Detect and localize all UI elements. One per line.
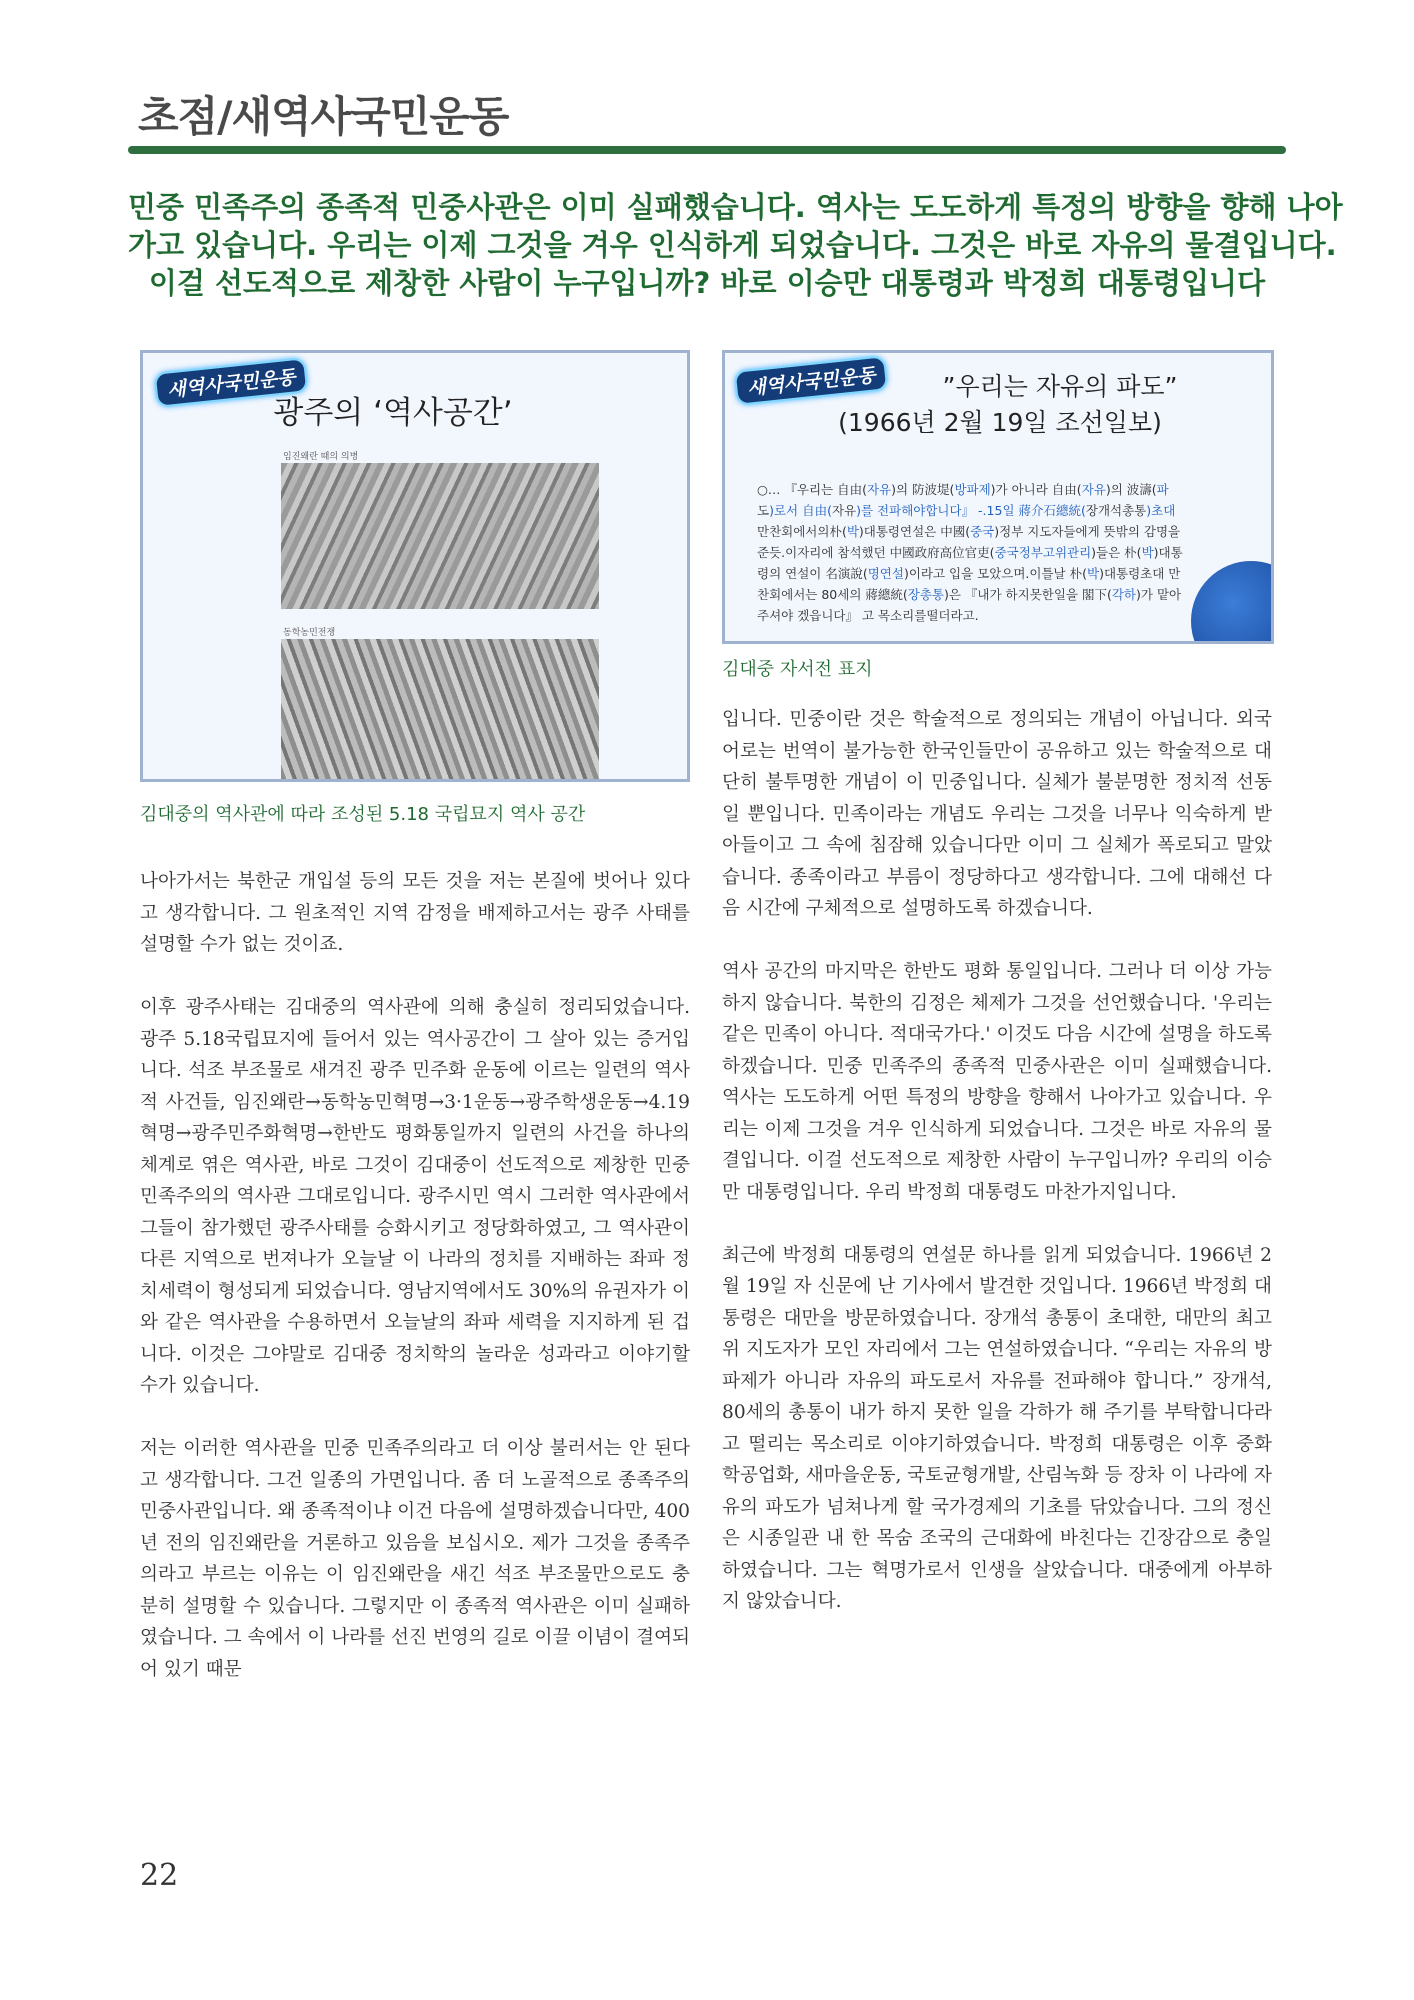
clipping-line [757,605,1247,626]
clipping-text: 준듯.이자리에 참석했던 中國政府高位官吏( [757,545,995,560]
clipping-gloss: )를 전파해야합니다』 -.15일 蔣介石總統( [856,503,1086,518]
clipping-text: )들은 朴( [1091,545,1142,560]
movement-badge: 새역사국민운동 [154,357,309,408]
clipping-gloss: 박 [1141,545,1154,560]
paragraph: 역사 공간의 마지막은 한반도 평화 통일입니다. 그러나 더 이상 가능하지 않습니다. 북한의 김정은 체제가 그것을 선언했습니다. '우리는 같은 민족이 아니다. 적대국가다.' 이것도 다음 시간에 설명을 하도록 하겠습니다. 민중 민족주의 종족적 민중사관은 이미 실패했습니다. 역사는 도도하게 어떤 특정의 방향을 향해서 나아가고 있습니다. 우리는 이제 그것을 겨우 인식하게 되었습니다. 그것은 바로 자유의 물결입니다. 이걸 선도적으로 제창한 사람이 누구입니까? 우리의 이승만 대통령입니다. 우리 박정희 대통령도 마찬가지입니다. [722,961,1272,1203]
clipping-text: )가 맡아 [1136,587,1182,602]
clipping-text: 도 [757,503,770,518]
clipping-gloss: )초대 [1146,503,1176,518]
clipping-gloss: 자유 [1081,482,1106,497]
figure-title: ”우리는 자유의 파도” [942,372,1178,401]
clipping-text: )가 아니라 自由( [990,482,1082,497]
paragraph: 저는 이러한 역사관을 민중 민족주의라고 더 이상 불러서는 안 된다고 생각합니다. 그건 일종의 가면입니다. 좀 더 노골적으로 종족주의 민중사관입니다. 왜 종족적이냐 이건 다음에 설명하겠습니다만, 400년 전의 임진왜란을 거론하고 있음을 보십시오. 제가 그것을 종족주의라고 부르는 이유는 이 임진왜란을 새긴 석조 부조물만으로도 충분히 설명할 수 있습니다. 그렇지만 이 종족적 역사관은 이미 실패하였습니다. 그 속에서 이 나라를 선진 번영의 길로 이끌 이념이 결여되어 있기 때문 [140,1438,690,1680]
clipping-gloss: 파 [1156,482,1169,497]
clipping-gloss: 박 [1087,566,1100,581]
right-figure-panel [722,350,1274,644]
clipping-gloss: 중국 [970,524,995,539]
clipping-gloss: 장총통 [907,587,944,602]
relief-label-top: 임진왜란 때의 의병 [283,452,359,462]
right-text-column [722,704,1272,1649]
clipping-line [757,563,1247,584]
relief-photo-bottom [281,639,599,779]
clipping-gloss: 자유 [866,482,892,497]
clipping-gloss: 박 [846,524,859,539]
clipping-gloss: 중국정부고위관리 [994,545,1092,560]
paragraph: 나아가서는 북한군 개입설 등의 모든 것을 저는 본질에 벗어나 있다고 생각합니다. 그 원초적인 지역 감정을 배제하고서는 광주 사태를 설명할 수가 없는 것이죠. [140,871,690,955]
clipping-line [757,479,1247,500]
clipping-gloss: 각하 [1111,587,1137,602]
clipping-text: )대통령초대 만 [1099,566,1181,581]
clipping-text: )이라고 입을 모았으며.이틀날 朴( [903,566,1087,581]
clipping-text: ○… 『우리는 自由( [757,482,867,497]
clipping-text: )정부 지도자들에게 뜻밖의 감명을 [994,524,1181,539]
clipping-text: )대통령연설은 中國( [858,524,971,539]
relief-label-bottom: 동학농민전쟁 [283,628,336,638]
clipping-text: 주셔야 겠읍니다』 고 목소리를떨더라고. [757,608,979,623]
clipping-gloss: 명연설 [867,566,904,581]
clipping-text: )대통 [1153,545,1183,560]
clipping-line [757,542,1247,563]
clipping-text: )의 波濤( [1105,482,1157,497]
section-divider [128,146,1286,154]
section-title: 초점/새역사국민운동 [138,92,509,141]
clipping-text: 장개석총통 [1085,503,1147,518]
clipping-line [757,521,1247,542]
headline-line: 민중 민족주의 종족적 민중사관은 이미 실패했습니다. 역사는 도도하게 특정의 방향을 향해 나아 [128,190,1343,224]
paragraph: 이후 광주사태는 김대중의 역사관에 의해 충실히 정리되었습니다. 광주 5.18국립묘지에 들어서 있는 역사공간이 그 살아 있는 증거입니다. 석조 부조물로 새겨진 광주 민주화 운동에 이르는 일련의 역사적 사건들, 임진왜란→동학농민혁명→3·1운동→광주학생운동→4.19혁명→광주민주화혁명→한반도 평화통일까지 일련의 사건을 하나의 체계로 엮은 역사관, 바로 그것이 김대중이 선도적으로 제창한 민중 민족주의의 역사관 그대로입니다. 광주시민 역시 그러한 역사관에서 그들이 참가했던 광주사태를 승화시키고 정당화하였고, 그 역사관이 다른 지역으로 번져나가 오늘날 이 나라의 정치를 지배하는 좌파 정치세력이 형성되게 되었습니다. 영남지역에서도 30%의 유권자가 이와 같은 역사관을 수용하면서 오늘날의 좌파 세력을 지지하게 된 겁니다. 이것은 그야말로 김대중 정치학의 놀라운 성과라고 이야기할 수가 있습니다. [140,997,690,1396]
paragraph: 최근에 박정희 대통령의 연설문 하나를 읽게 되었습니다. 1966년 2월 19일 자 신문에 난 기사에서 발견한 것입니다. 1966년 박정희 대통령은 대만을 방문하였습니다. 장개석 총통이 초대한, 대만의 최고위 지도자가 모인 자리에서 그는 연설하였습니다. “우리는 자유의 방파제가 아니라 자유의 파도로서 자유를 전파해야 합니다.” 장개석, 80세의 총통이 내가 하지 못한 일을 각하가 해 주기를 부탁합니다라고 떨리는 목소리로 이야기하였습니다. 박정희 대통령은 이후 중화학공업화, 새마을운동, 국토균형개발, 산림녹화 등 장차 이 나라에 자유의 파도가 넘쳐나게 할 국가경제의 기초를 닦았습니다. 그의 정신은 시종일관 내 한 목숨 조국의 근대화에 바친다는 긴장감으로 충일하였습니다. 그는 혁명가로서 인생을 살았습니다. 대중에게 아부하지 않았습니다. [722,1244,1272,1612]
clipping-text: 찬회에서는 80세의 蔣總統( [757,587,908,602]
left-figure-panel [140,350,690,782]
clipping-text: )은 『내가 하지못한일을 閣下( [944,587,1112,602]
clipping-line [757,500,1247,521]
movement-badge: 새역사국민운동 [734,355,889,406]
headline-line: 가고 있습니다. 우리는 이제 그것을 겨우 인식하게 되었습니다. 그것은 바로 자유의 물결입니다. [128,228,1337,262]
page-number: 22 [140,1858,179,1893]
newspaper-clipping [757,479,1247,626]
figure-title: 광주의 ‘역사공간’ [273,395,513,431]
figure-subtitle: (1966년 2월 19일 조선일보) [838,408,1162,437]
headline [128,188,1343,302]
headline-line: 이걸 선도적으로 제창한 사람이 누구입니까? 바로 이승만 대통령과 박정희 대통령입니다 [148,266,1266,300]
clipping-text: 만찬회에서의朴( [757,524,847,539]
clipping-text: 자유 [831,503,857,518]
clipping-text: 령의 연설이 名演說( [757,566,868,581]
left-text-column [140,866,690,1717]
clipping-gloss: 방파제 [954,482,991,497]
left-figure-caption: 김대중의 역사관에 따라 조성된 5.18 국립묘지 역사 공간 [140,804,586,825]
clipping-gloss: )로서 自由( [769,503,832,518]
right-figure-caption: 김대중 자서전 표지 [722,659,873,680]
clipping-text: )의 防波堤( [891,482,955,497]
relief-photo-top [281,463,599,609]
paragraph: 입니다. 민중이란 것은 학술적으로 정의되는 개념이 아닙니다. 외국어로는 번역이 불가능한 한국인들만이 공유하고 있는 학술적으로 대단히 불투명한 개념이 이 민중입니다. 실체가 불분명한 정치적 선동일 뿐입니다. 민족이라는 개념도 우리는 그것을 너무나 익숙하게 받아들이고 그 속에 침잠해 있습니다만 이미 그 실체가 폭로되고 말았습니다. 종족이라고 부름이 정당하다고 생각합니다. 그에 대해선 다음 시간에 구체적으로 설명하도록 하겠습니다. [722,709,1272,919]
clipping-line [757,584,1247,605]
